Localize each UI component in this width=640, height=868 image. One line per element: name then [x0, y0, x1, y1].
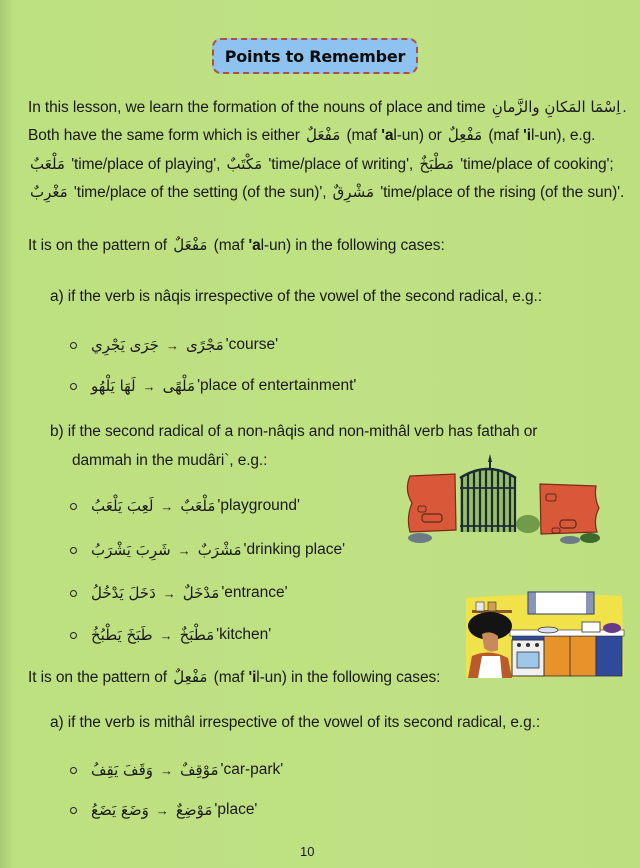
case-a-mithal: a) if the verb is mithâl irrespective of the vowel of its second radical, e.g.: — [50, 714, 541, 731]
arabic-noun: مَدْخَلٌ — [182, 584, 220, 602]
arabic-noun: مَطْبَخٌ — [179, 626, 215, 644]
arabic-noun: مَوْقِفٌ — [180, 761, 219, 779]
arabic-pattern: مَفْعَلٌ — [306, 126, 341, 144]
list-item — [70, 761, 283, 779]
gloss: 'course' — [225, 336, 279, 353]
arabic-example: مَشْرِقٌ — [332, 183, 374, 201]
bullet-icon — [70, 342, 77, 349]
intro-line-1 — [28, 98, 627, 117]
bullet-icon — [70, 503, 77, 510]
section-title: Points to Remember — [224, 46, 406, 66]
gloss: 'time/place of playing', — [71, 156, 221, 173]
bullet-icon — [70, 547, 77, 554]
arrow-icon: → — [155, 802, 169, 818]
heading-text: It is on the pattern of — [28, 237, 168, 254]
period: . — [622, 99, 627, 116]
intro-line-2 — [28, 126, 595, 145]
bullet-icon — [70, 590, 77, 597]
section-maf-al-heading — [28, 236, 445, 255]
list-item — [70, 626, 271, 644]
gloss: 'kitchen' — [216, 626, 272, 643]
list-item — [70, 801, 257, 819]
arrow-icon: → — [165, 337, 179, 353]
gloss: 'place of entertainment' — [197, 377, 357, 394]
list-item — [70, 541, 345, 559]
translit: (maf — [488, 127, 524, 144]
translit: (maf — [346, 127, 382, 144]
bullet-icon — [70, 767, 77, 774]
gloss: 'playground' — [217, 497, 301, 514]
gloss: 'entrance' — [221, 584, 288, 601]
intro-text: In this lesson, we learn the formation of the nouns of place and time — [28, 99, 486, 116]
arrow-icon: → — [177, 542, 191, 558]
arabic-verb: دَخَلَ يَدْخُلُ — [91, 584, 156, 602]
case-a-naqis: a) if the verb is nâqis irrespective of the vowel of the second radical, e.g.: — [50, 288, 542, 305]
gloss: 'drinking place' — [243, 541, 346, 558]
translit-bold: 'i — [248, 669, 257, 686]
bullet-icon — [70, 632, 77, 639]
arabic-pattern: مَفْعِلٌ — [447, 126, 483, 144]
arabic-verb: جَرَى يَجْرِي — [91, 336, 159, 354]
gloss: 'place' — [214, 801, 258, 818]
heading-text: l-un) in the following cases: — [256, 669, 441, 686]
list-item — [70, 584, 288, 602]
intro-line-3 — [28, 155, 614, 174]
translit-bold: 'a — [381, 127, 394, 144]
gloss: 'time/place of the rising (of the sun)'. — [380, 184, 625, 201]
list-item — [70, 336, 278, 354]
translit: (maf — [213, 669, 249, 686]
points-to-remember-banner — [212, 38, 418, 74]
gloss: 'time/place of the setting (of the sun)', — [73, 184, 327, 201]
arabic-pattern: مَفْعِلٌ — [173, 668, 208, 686]
arabic-verb: لَهَا يَلْهُو — [91, 377, 136, 395]
arrow-icon: → — [162, 585, 176, 601]
arabic-example: مَكْتَبٌ — [226, 155, 263, 173]
case-b-line-2: dammah in the mudâri`, e.g.: — [72, 452, 268, 469]
arabic-noun: مَلْهًى — [162, 377, 196, 395]
bullet-icon — [70, 383, 77, 390]
translit: l-un), e.g. — [530, 127, 596, 144]
arabic-verb: شَرِبَ يَشْرَبُ — [91, 541, 171, 559]
arabic-noun: مَجْرًى — [185, 336, 224, 354]
intro-text: Both have the same form which is either — [28, 127, 300, 144]
gloss: 'time/place of cooking'; — [460, 156, 614, 173]
translit-bold: 'a — [248, 237, 261, 254]
heading-text: It is on the pattern of — [28, 669, 168, 686]
gate-illustration — [400, 448, 632, 548]
arabic-noun: مَشْرَبٌ — [197, 541, 242, 559]
arrow-icon: → — [160, 498, 174, 514]
translit-bold: 'i — [523, 127, 531, 144]
heading-text: l-un) in the following cases: — [260, 237, 445, 254]
kitchen-illustration — [462, 590, 628, 682]
page-number: 10 — [300, 844, 315, 859]
list-item — [70, 497, 300, 515]
arabic-example: مَلْعَبٌ — [30, 155, 65, 173]
arabic-verb: طَبَخَ يَطْبُخُ — [91, 626, 153, 644]
arabic-verb: لَعِبَ يَلْعَبُ — [91, 497, 154, 515]
translit: l-un) or — [393, 127, 442, 144]
case-b-line-1: b) if the second radical of a non-nâqis and non-mithâl verb has fathah or — [50, 423, 538, 440]
arabic-pattern: مَفْعَلٌ — [173, 236, 208, 254]
bullet-icon — [70, 807, 77, 814]
arrow-icon: → — [159, 627, 173, 643]
intro-line-4 — [28, 183, 624, 202]
arabic-noun: مَوْضِعٌ — [175, 801, 213, 819]
arrow-icon: → — [142, 378, 156, 394]
arabic-noun: مَلْعَبٌ — [180, 497, 216, 515]
section-maf-il-heading — [28, 668, 440, 687]
arabic-example: مَغْرِبٌ — [30, 183, 68, 201]
list-item — [70, 377, 356, 395]
arabic-verb: وَضَعَ يَضَعُ — [91, 801, 149, 819]
arabic-verb: وَقَفَ يَقِفُ — [91, 761, 153, 779]
arabic-example: مَطْبَخٌ — [419, 155, 454, 173]
gloss: 'car-park' — [220, 761, 284, 778]
translit: (maf — [213, 237, 249, 254]
gloss: 'time/place of writing', — [268, 156, 414, 173]
arrow-icon: → — [160, 762, 173, 778]
arabic-term: اِسْمَا المَكانِ والزَّمانِ — [491, 98, 621, 116]
